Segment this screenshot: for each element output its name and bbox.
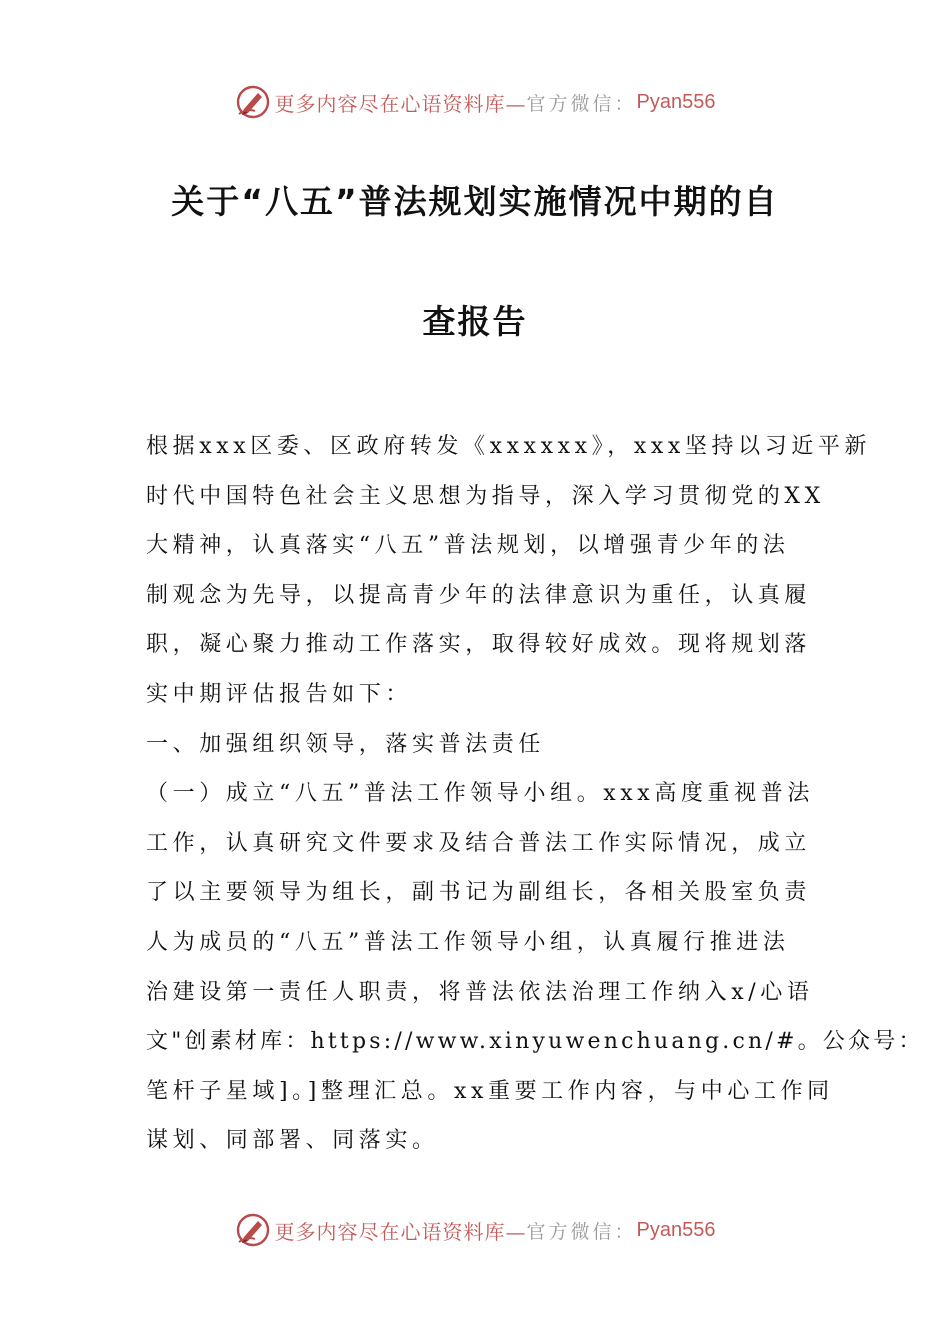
banner-wechat-id: Pyan556 — [636, 1218, 716, 1241]
body-line: 笔杆子星域]。]整理汇总。xx重要工作内容，与中心工作同 — [146, 1078, 834, 1104]
pen-logo-icon — [235, 1212, 271, 1248]
banner-text: 更多内容尽在心语资料库— — [274, 91, 527, 116]
body-line: 文"创素材库：https://www.xinyuwenchuang.cn/#。公众号： — [146, 1029, 924, 1055]
document-title-line-2: 查报告 — [422, 302, 528, 341]
body-line: 根据xxx区委、区政府转发《xxxxxx》，xxx坚持以习近平新 — [146, 434, 872, 459]
watermark-banner-top — [0, 80, 950, 124]
section-heading: 一、加强组织领导，落实普法责任 — [146, 731, 546, 757]
watermark-banner-bottom — [0, 1208, 950, 1252]
body-line: 工作，认真研究文件要求及结合普法工作实际情况，成立 — [146, 830, 812, 856]
body-line: 时代中国特色社会主义思想为指导，深入学习贯彻党的XX — [146, 483, 825, 509]
body-line: 了以主要领导为组长，副书记为副组长，各相关股室负责 — [146, 880, 812, 906]
body-line: 制观念为先导，以提高青少年的法律意识为重任，认真履 — [146, 582, 812, 608]
body-line: 谋划、同部署、同落实。 — [146, 1128, 439, 1154]
document-body — [146, 422, 924, 1166]
pen-logo-icon — [235, 84, 271, 120]
body-line: 治建设第一责任人职责，将普法依法治理工作纳入x/心语 — [146, 979, 814, 1005]
banner-text: 更多内容尽在心语资料库— — [274, 1219, 527, 1244]
banner-wechat-id: Pyan556 — [636, 90, 716, 113]
body-line: 人为成员的“八五”普法工作领导小组，认真履行推进法 — [146, 929, 790, 955]
body-line: 实中期评估报告如下： — [146, 681, 413, 707]
body-line: （一）成立“八五”普法工作领导小组。xxx高度重视普法 — [146, 781, 814, 807]
body-line: 大精神，认真落实“八五”普法规划，以增强青少年的法 — [146, 533, 790, 559]
banner-wechat-label: 官方微信： — [526, 1220, 637, 1243]
banner-wechat-label: 官方微信： — [526, 92, 637, 115]
document-title-line-1: 关于“八五”普法规划实施情况中期的自 — [171, 182, 779, 221]
body-line: 职，凝心聚力推动工作落实，取得较好成效。现将规划落 — [146, 632, 812, 658]
